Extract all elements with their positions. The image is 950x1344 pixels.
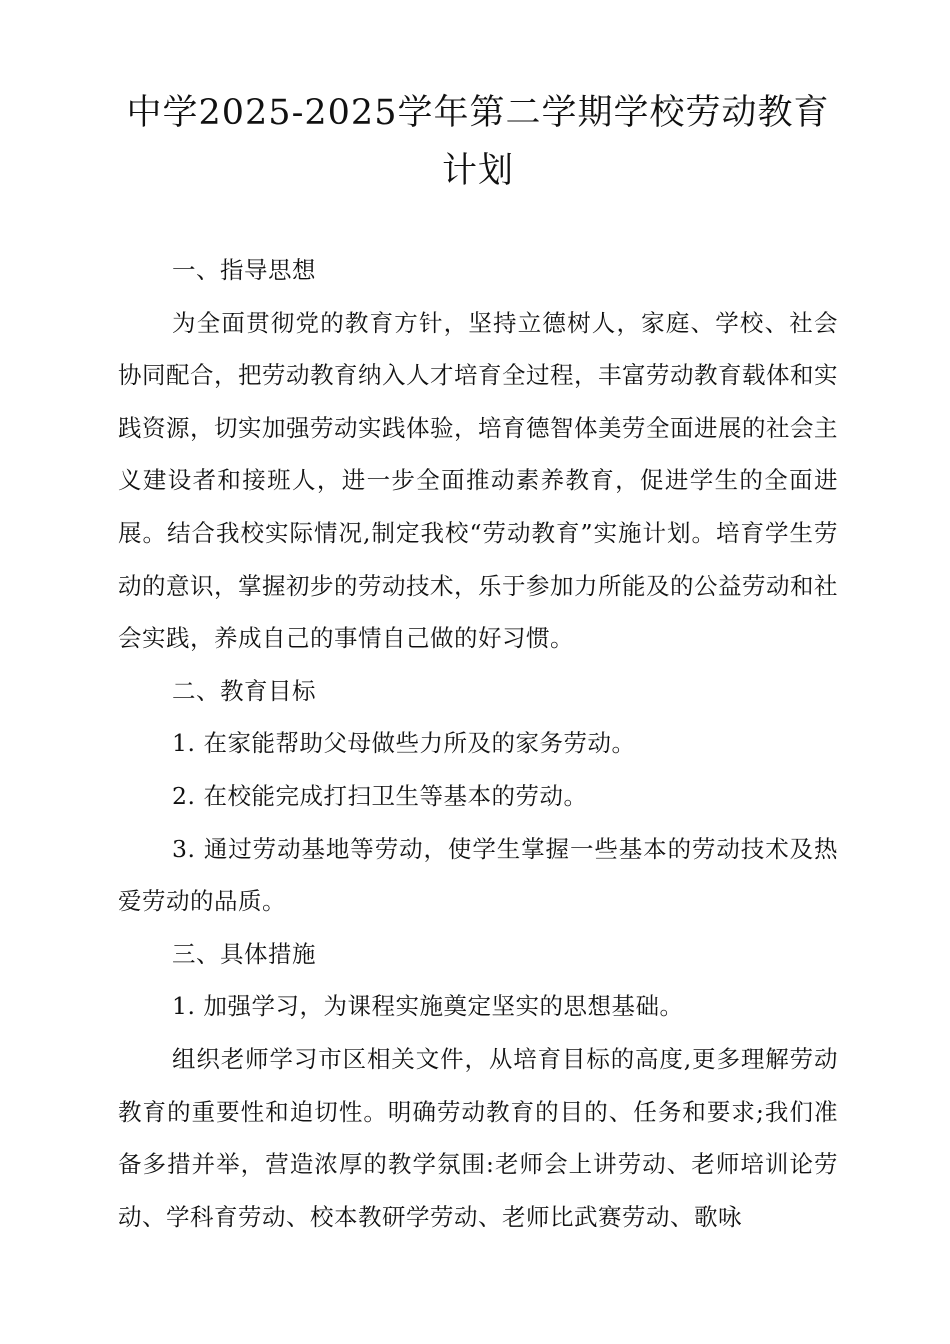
section-heading-specific-measures: 三、具体措施 bbox=[172, 939, 317, 968]
section-heading-education-goals: 二、教育目标 bbox=[172, 676, 317, 705]
section-heading-guiding-thought: 一、指导思想 bbox=[172, 256, 317, 284]
document-title: 中学2025-2025学年第二学期学校劳动教育计划 bbox=[126, 93, 830, 191]
goal-item-3: 3. 通过劳动基地等劳动，使学生掌握一些基本的劳动技术及热爱劳动的品质。 bbox=[118, 834, 838, 916]
goal-item-2: 2. 在校能完成打扫卫生等基本的劳动。 bbox=[172, 781, 588, 810]
document-body bbox=[118, 244, 838, 1243]
goal-item-1: 1. 在家能帮助父母做些力所及的家务劳动。 bbox=[172, 729, 636, 758]
paragraph-measure-details: 组织老师学习市区相关文件，从培育目标的高度,更多理解劳动教育的重要性和迫切性。明确劳动教育的目的、任务和要求;我们准备多措并举，营造浓厚的教学氛围:老师会上讲劳动、老师培训论劳动、学科育劳动、校本教研学劳动、老师比武赛劳动、歌咏 bbox=[118, 1044, 838, 1231]
measure-item-1: 1. 加强学习，为课程实施奠定坚实的思想基础。 bbox=[172, 992, 684, 1021]
paragraph-guiding-thought: 为全面贯彻党的教育方针，坚持立德树人，家庭、学校、社会协同配合，把劳动教育纳入人才培育全过程，丰富劳动教育载体和实践资源，切实加强劳动实践体验，培育德智体美劳全面进展的社会主义建设者和接班人，进一步全面推动素养教育，促进学生的全面进展。结合我校实际情况,制定我校“劳动教育”实施计划。培育学生劳动的意识，掌握初步的劳动技术，乐于参加力所能及的公益劳动和社会实践，养成自己的事情自己做的好习惯。 bbox=[118, 308, 838, 653]
